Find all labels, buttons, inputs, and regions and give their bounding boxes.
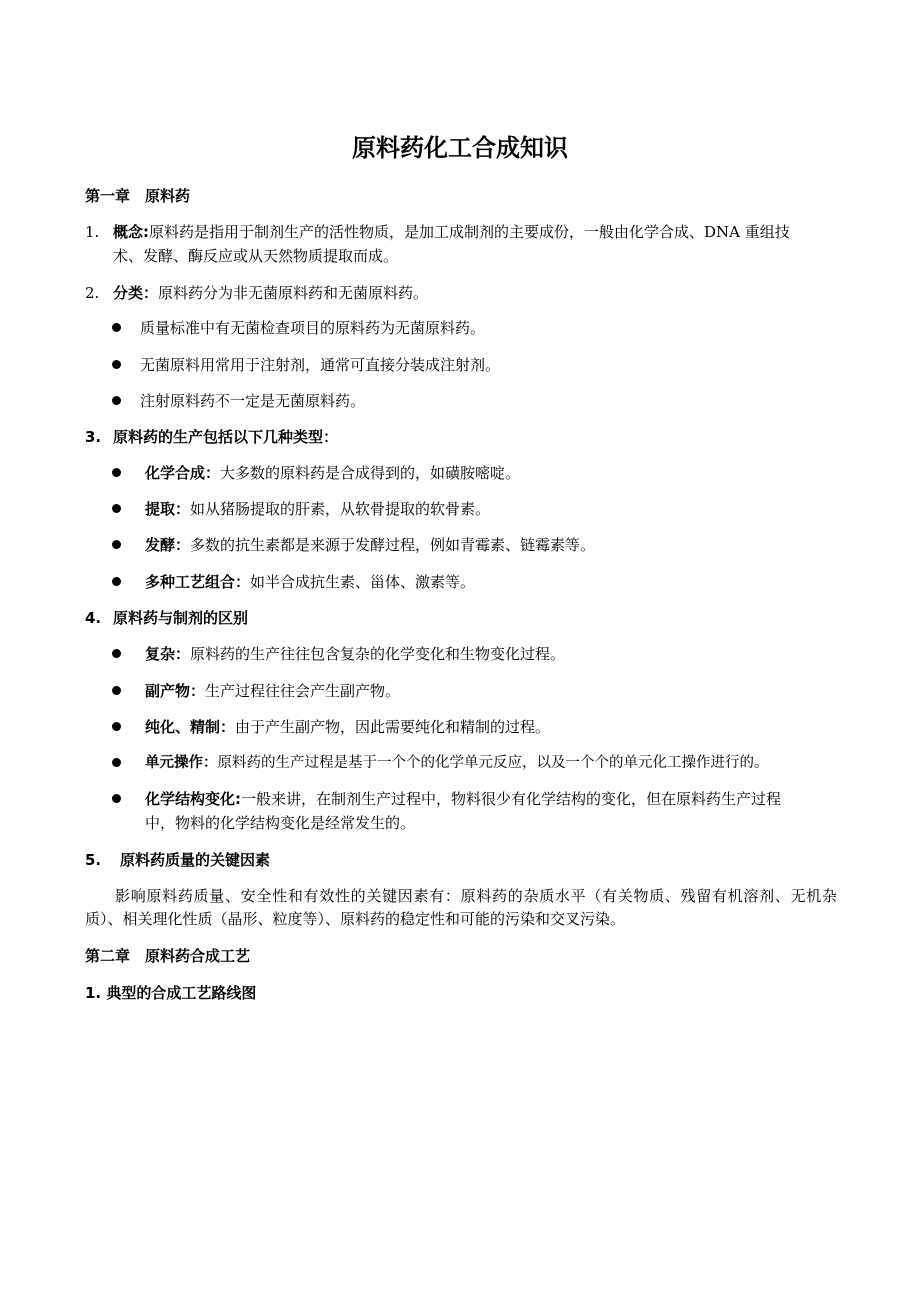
bullet-icon bbox=[112, 686, 121, 695]
bullet-icon bbox=[112, 577, 121, 586]
bullet-icon bbox=[112, 794, 121, 803]
item-2-bullet-2: 无菌原料用常用于注射剂，通常可直接分装成注射剂。 bbox=[140, 356, 501, 374]
bullet-icon bbox=[112, 649, 121, 658]
item-3-heading: 原料药的生产包括以下几种类型： bbox=[113, 428, 339, 446]
item-3-bullet-4-text: 如半合成抗生素、甾体、激素等。 bbox=[250, 573, 476, 591]
item-3-bullet-1 bbox=[145, 462, 520, 485]
bullet-icon bbox=[112, 540, 121, 549]
item-2-bullet-1: 质量标准中有无菌检查项目的原料药为无菌原料药。 bbox=[140, 319, 486, 337]
bullet-icon bbox=[112, 722, 121, 731]
item-2-number: 2. bbox=[85, 284, 100, 302]
item-4-bullet-4-text: 原料药的生产过程是基于一个个的化学单元反应，以及一个个的单元化工操作进行的。 bbox=[217, 755, 769, 771]
chapter-1-heading: 第一章 原料药 bbox=[85, 187, 191, 205]
item-4-bullet-3-text: 由于产生副产物，因此需要纯化和精制的过程。 bbox=[235, 718, 551, 736]
item-2-line bbox=[113, 282, 428, 305]
item-4-number: 4. bbox=[85, 609, 102, 627]
item-4-heading: 原料药与制剂的区别 bbox=[113, 609, 249, 627]
item-3-bullet-3 bbox=[145, 534, 595, 557]
bullet-icon bbox=[112, 360, 121, 369]
item-5-paragraph: 影响原料药质量、安全性和有效性的关键因素有：原料药的杂质水平（有关物质、残留有机溶剂、无机杂质）、相关理化性质（晶形、粒度等）、原料药的稳定性和可能的污染和交叉污染。 bbox=[85, 887, 837, 928]
item-4-bullet-3-label: 纯化、精制： bbox=[145, 718, 236, 736]
item-1-line-1 bbox=[113, 221, 843, 244]
item-4-bullet-4-label: 单元操作： bbox=[145, 755, 218, 771]
item-4-bullet-2-label: 副产物： bbox=[145, 682, 206, 700]
item-4-bullet-5-line-1 bbox=[145, 788, 781, 811]
item-3-bullet-2 bbox=[145, 498, 490, 521]
item-4-bullet-3 bbox=[145, 716, 550, 739]
bullet-icon bbox=[112, 758, 121, 767]
bullet-icon bbox=[112, 504, 121, 513]
item-5-number: 5. bbox=[85, 851, 102, 869]
item-1-text-line-2: 术、发酵、酶反应或从天然物质提取而成。 bbox=[113, 247, 399, 265]
item-4-bullet-5-label: 化学结构变化: bbox=[145, 790, 241, 808]
item-5-heading: 原料药质量的关键因素 bbox=[120, 851, 271, 869]
bullet-icon bbox=[112, 468, 121, 477]
item-4-bullet-5-text-line-2: 中，物料的化学结构变化是经常发生的。 bbox=[145, 814, 416, 832]
item-3-bullet-4-label: 多种工艺组合： bbox=[145, 573, 251, 591]
bullet-icon bbox=[112, 323, 121, 332]
item-2-bullet-3: 注射原料药不一定是无菌原料药。 bbox=[140, 392, 366, 410]
item-3-bullet-3-text: 多数的抗生素都是来源于发酵过程，例如青霉素、链霉素等。 bbox=[190, 536, 596, 554]
item-4-bullet-1-label: 复杂： bbox=[145, 645, 191, 663]
item-1-label: 概念: bbox=[113, 223, 149, 241]
item-1-number: 1. bbox=[85, 223, 100, 241]
item-3-bullet-2-label: 提取： bbox=[145, 500, 191, 518]
page-title: 原料药化工合成知识 bbox=[352, 134, 568, 162]
item-2-text: 原料药分为非无菌原料药和无菌原料药。 bbox=[158, 284, 429, 302]
item-3-bullet-2-text: 如从猪肠提取的肝素，从软骨提取的软骨素。 bbox=[190, 500, 491, 518]
chapter-2-item-1: 1. 典型的合成工艺路线图 bbox=[85, 984, 257, 1002]
item-4-bullet-1-text: 原料药的生产往往包含复杂的化学变化和生物变化过程。 bbox=[190, 645, 566, 663]
bullet-icon bbox=[112, 396, 121, 405]
item-4-bullet-2-text: 生产过程往往会产生副产物。 bbox=[205, 682, 401, 700]
item-3-bullet-4 bbox=[145, 571, 475, 594]
chapter-2-heading: 第二章 原料药合成工艺 bbox=[85, 947, 251, 965]
item-4-bullet-1 bbox=[145, 643, 565, 666]
item-3-bullet-3-label: 发酵： bbox=[145, 536, 191, 554]
item-1-text-line-1: 原料药是指用于制剂生产的活性物质，是加工成制剂的主要成份，一般由化学合成、DNA 重组技 bbox=[149, 223, 790, 241]
item-4-bullet-2 bbox=[145, 680, 400, 703]
item-4-bullet-4 bbox=[145, 752, 769, 775]
item-3-bullet-1-label: 化学合成： bbox=[145, 464, 221, 482]
item-4-bullet-5-text-line-1: 一般来讲，在制剂生产过程中，物料很少有化学结构的变化，但在原料药生产过程 bbox=[241, 790, 782, 808]
item-2-label: 分类： bbox=[113, 284, 159, 302]
item-3-number: 3. bbox=[85, 428, 102, 446]
item-3-bullet-1-text: 大多数的原料药是合成得到的，如磺胺嘧啶。 bbox=[220, 464, 521, 482]
